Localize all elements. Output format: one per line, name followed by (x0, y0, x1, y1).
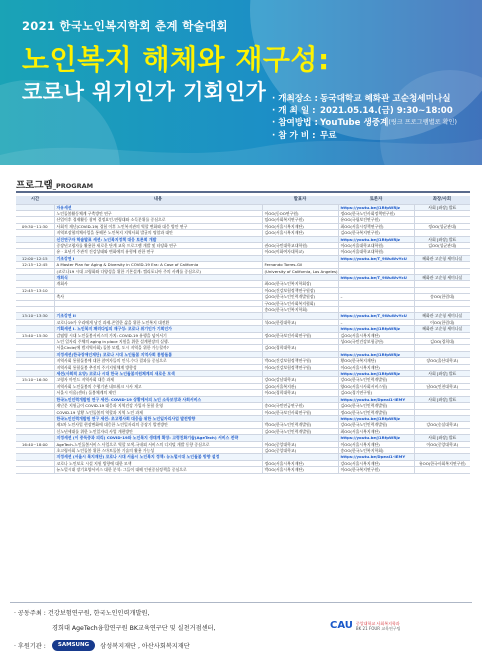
main-title: 노인복지 해체와 재구성: (22, 43, 330, 76)
cell-content: 서울Circle(에 범지역사회) 돌봄 모델, 도시 지역을 위한 가능할까? (54, 345, 262, 351)
cell-content: 지역사회 통합돌봄에 대한 참여자들의 인식-수다 결과를 중심으로 (54, 358, 262, 364)
cell-content: 뉴노멀시대 장기요양서비스 대한 분석: 그들이 대해 인권중심정책을 중심으로 (54, 467, 262, 473)
cell-content: 한국노인인력개발원 연구 세션: COVID-19 상황에서의 노인 소득보장과 사회서비스 (54, 396, 262, 402)
cell-content: 지정세션 (이 중독중과 의리) COVID-19와 노인복지 생태계 확장: 고령친화기술(AgeTech) 서비스 전략 (54, 435, 262, 441)
cell-content: 서울시 이음(센터) 돌봄체계의 제언 (54, 390, 262, 396)
cell-discussant: – (338, 319, 414, 325)
cell-presenter: 김OO(서울시복지재단) (262, 230, 338, 236)
cell-time: 13:40~15:30 (16, 332, 54, 338)
cell-content: 기조강연 I (54, 255, 262, 261)
cell-moderator: 송OO(한림대) (414, 294, 470, 300)
cell-time: 15:10~16:30 (16, 377, 54, 383)
cell-moderator: 정OO(성균관대) (414, 223, 470, 229)
cell-moderator: 사회 [좌장] 발표 (414, 204, 470, 210)
cell-moderator: 장OO(울산대학교) (414, 358, 470, 364)
schedule-body (16, 204, 470, 473)
cell-discussant: 강OO(한국노인인력개발원) (338, 422, 414, 428)
cell-content: 세션(사회적 요양) 코로나 시대 한국 노인돌봄지원체계의 새로운 모색 (54, 371, 262, 377)
cell-presenter: 정OO(서울시복지재단) (262, 460, 338, 466)
cell-discussant: 김OO(경기연구원) (338, 390, 414, 396)
info-key: · 개최장소 : (272, 94, 318, 104)
cell-time: 12:45~13:10 (16, 287, 54, 293)
sub-title: 코로나 위기인가 기회인가 (22, 80, 267, 104)
cell-content: 중장년고령자를 활용한 새로운 단계 교육 프로그램 개발 및 타당화 연구 (54, 242, 262, 248)
cell-presenter: 김OO(중앙대학교) (262, 447, 338, 453)
cell-time: 13:10~13:30 (16, 313, 54, 319)
host-value: 건강보험연구원, 한국노인인력개발원, (47, 610, 150, 617)
cell-moderator: 사회 [좌장] 발표 (414, 396, 470, 402)
cell-presenter: (University of California, Los Angeles) (262, 268, 338, 274)
host-line-2: 경희대 AgeTech융합연구원 BK교육연구단 및 실천거점센터, (52, 625, 216, 632)
cau-team: BK 21 FOUR 교육연구팀 (355, 625, 401, 631)
cell-time (16, 467, 54, 473)
cell-moderator: 남OO(인천대학교) (414, 383, 470, 389)
program-section (0, 165, 482, 600)
event-info (272, 93, 480, 142)
cell-content: 노인 일자리 주체의 aging in place 지원을 위한 설계현장의 실행- (54, 339, 262, 345)
cell-moderator: 김OO(성균관대) (414, 242, 470, 248)
cell-presenter: 최OO(한국노인복지학회장) (262, 281, 338, 287)
cell-discussant: 황OO(한국복지재단) (338, 358, 414, 364)
cell-time: 12:00~12:15 (16, 255, 54, 261)
cell-presenter: 송OO(국민연금연구원) (262, 403, 338, 409)
info-row-date (272, 105, 480, 117)
cell-moderator: 강OO(숭실대학교) (414, 422, 470, 428)
cell-presenter: 이OO(한국보건사회연구원) (262, 409, 338, 415)
cell-discussant: 이OO(서울대학교대학원) (338, 249, 414, 255)
info-row-method (272, 117, 480, 129)
info-value: 무료 (320, 130, 337, 141)
cell-presenter: 박OO(서울시복지재단) (262, 467, 338, 473)
cell-content: 감염병 시대 노인돌봄서비스의 가치: COVID-19 유행을 넘어서기 (54, 332, 262, 338)
column-header-presenter: 발표자 (262, 196, 338, 204)
cell-discussant: 이OO(서울대학교대학원) (338, 242, 414, 248)
cell-discussant: 김OO(한국노인인력개발원) (338, 403, 414, 409)
cell-moderator: 혜화관 고순청 세미나실 (414, 326, 470, 332)
column-header-content: 내용 (54, 196, 262, 204)
cell-content: 노인돌봄활동체계 구축방안 연구 (54, 210, 262, 216)
cell-presenter: 김OO(한국노인인력개발원) (262, 428, 338, 434)
cell-content: 축사 (54, 294, 262, 300)
cell-moderator (414, 467, 470, 473)
cell-discussant: 이OO(서울시복지재단) (338, 364, 414, 370)
cell-discussant: 최OO(서울시정책연구원) (338, 223, 414, 229)
cell-presenter: 정OO(한국보건사회연구원) (262, 332, 338, 338)
table-header-row (16, 196, 470, 204)
info-row-venue (272, 93, 480, 105)
cell-presenter: 이OO(서울시복지재단) (262, 223, 338, 229)
cell-discussant: 강OO(한국노인인력개발원) (338, 377, 414, 383)
cell-presenter: 이OO(이화여자대학교) (262, 249, 338, 255)
cau-logo-mark: CAU (330, 620, 353, 631)
cell-presenter: 이OO(건강보험정책연구원) (262, 364, 338, 370)
cell-moderator: 이OO(한림대) (414, 319, 470, 325)
youtube-link[interactable]: https://youtu.be/J1RfpWRjz (338, 351, 414, 357)
conference-name: 2021 한국노인복지학회 춘계 학술대회 (22, 19, 228, 33)
cell-content: 제3차 노인사업 현장변화에 대응한 노인일자리의 중장기 발전방안 (54, 422, 262, 428)
info-row-fee (272, 130, 480, 142)
cell-content: 기획세션 I. 노인복지 패러다임의 재구성: 코로나 위기인가 기회인가 (54, 326, 262, 332)
cell-presenter: Fernando Torres-Gil (262, 262, 338, 268)
cell-content: 신노년세대를 위한 노인일자리 사업 개편방안 (54, 428, 262, 434)
cau-logo-text (356, 621, 401, 631)
cell-moderator: 사회 [좌장] 발표 (414, 371, 470, 377)
cell-content: 사회적 재난(COVID-19) 경험 이후 노인복지관의 역할 변화와 대응 방안 연구 (54, 223, 262, 229)
cell-content: 지역보장협의체사업을 통해본 노인복지 지역사회 발굴의 명암과 대안 (54, 230, 262, 236)
cell-presenter: 이OO(동OO연구원) (262, 210, 338, 216)
cell-moderator: 혜화관 고순청 세미나실 (414, 274, 470, 280)
cell-discussant: 유OO(국립보건연구원) (338, 217, 414, 223)
samsung-logo: SAMSUNG (52, 640, 95, 651)
info-value: 2021.05.14.(금) 9:30~18:00 (320, 106, 453, 117)
cell-content: 재난문 지원금이 COVID-19 대응과 지역건강 가입자 통합 운영 (54, 403, 262, 409)
info-value: 동국대학교 혜화관 고순청세미나실 (320, 94, 451, 104)
column-header-discussant: 토론자 (338, 196, 414, 204)
divider (10, 602, 472, 603)
schedule-table (16, 196, 470, 474)
cell-presenter: 구OO(한국노인사회복지협회) (262, 300, 338, 306)
cell-presenter: 이OO(건강보험정책연구원장) (262, 287, 338, 293)
cell-discussant: 김OO(서울시복지재단) (338, 332, 414, 338)
cell-discussant: 양OO(서울시사회서비스원) (338, 383, 414, 389)
cell-discussant: 정OO(한국노인사회정책연구원) (338, 210, 414, 216)
cell-discussant: 최OO(서울시복지재단) (338, 428, 414, 434)
cell-presenter: 권OO(국민대학교대학원) (262, 242, 338, 248)
cell-presenter: 박OO(한국노인인력개발원) (262, 422, 338, 428)
cell-discussant: 송OO(한국노인복지학회) (338, 447, 414, 453)
cell-moderator: 유OO(한국사회복지연구원) (414, 460, 470, 466)
youtube-link[interactable]: https://youtu.be/J1RfpWRjz (338, 371, 414, 377)
cell-time: 16:40~18:00 (16, 441, 54, 447)
info-note: (링크 프로그램별로 확인) (388, 119, 457, 127)
cell-content: 유 · 요년기 주관적 건강상태와 변화에의 유형에 관한 연구 (54, 249, 262, 255)
cell-discussant: 이OO(한국복지연구원) (338, 467, 414, 473)
cell-content: 신진연구자 학술발표 세션: 노인복지정책 대응 토론회 개발 (54, 236, 262, 242)
header-banner (0, 0, 482, 165)
footer (0, 600, 482, 660)
cell-discussant: 김OO(한국복지연구원) (338, 230, 414, 236)
cell-presenter: 이OO(중앙대학교) (262, 441, 338, 447)
info-value: YouTube 생중계 (320, 118, 389, 129)
cau-dept: 중앙대학교 사회복지학과 (355, 620, 400, 626)
cell-content: 자유세션 (54, 204, 262, 210)
cell-content: 코로나 노인보호 시설 지원 방향에 대한 모색 (54, 460, 262, 466)
column-header-time: 시간 (16, 196, 54, 204)
youtube-link[interactable]: https://youtu.be/Dpeal1-IEMY (338, 454, 414, 460)
youtube-link[interactable]: https://youtu.be/J1RfpWRjz (338, 236, 414, 242)
cell-content: COVID-19 상황 노인돌봄의 역할과 지역 노인 과제 (54, 409, 262, 415)
cell-content: 초고령사회 노인돌봄 위한 스마트돌봄 기술의 활용 가능성 (54, 447, 262, 453)
table-row (16, 467, 470, 473)
cell-presenter: 김OO(서울복지관) (262, 383, 338, 389)
cell-discussant: – (338, 294, 414, 300)
cell-presenter: 이OO(경희대학교) (262, 390, 338, 396)
sponsor-value: 삼성복지재단 , 아산사회복지재단 (100, 643, 190, 650)
cell-moderator: 사회 [좌장] 발표 (414, 236, 470, 242)
youtube-link[interactable]: https://youtu.be/J1RfpWRjz (338, 326, 414, 332)
cell-content: A Master Plan for Aging & Diversity in COVID-19 Era: A Case of California (54, 262, 262, 268)
cell-presenter: 석OO(한림대학교) (262, 319, 338, 325)
cell-discussant: 성OO(국민건강보험공단) (338, 339, 414, 345)
sponsor-label: · 후원기관 : (14, 643, 46, 650)
cell-content: 한국노인인력개발원 연구 세션: 초고령사회 대응을 위한 노인일자리사업 발전방향 (54, 415, 262, 421)
cell-content: 지정세션(한국장애인재단) 코로나 시대 노인돌봄 지역사회 통합돌봄 (54, 351, 262, 357)
info-key: · 참여방법 : (272, 118, 318, 129)
program-title (16, 177, 93, 191)
host-label: · 공동주최 : (14, 610, 46, 617)
cell-content: 지역사회 통합돌봄 추진의 주거지원체계 방향성 (54, 364, 262, 370)
cell-time: 12:15~12:45 (16, 262, 54, 268)
cell-moderator: 혜화관 고순청 세미나실 (414, 255, 470, 261)
host-line (14, 608, 149, 617)
cell-content: 개회사 (54, 281, 262, 287)
youtube-link[interactable]: https://youtu.be/T_9WuWvYcU (338, 255, 414, 261)
sponsor-line (14, 640, 190, 651)
cell-presenter: 박OO(건강보험정책연구원) (262, 358, 338, 364)
cell-content: 코로나19가 우리에게 남긴 과제-존엄한 삶을 위한 노인복지 대전환 (54, 319, 262, 325)
cell-presenter: 김OO(경희대학교) (262, 345, 338, 351)
info-key: · 참 가 비 : (272, 130, 316, 141)
cell-discussant: 강OO(서울시복지재단) (338, 460, 414, 466)
cell-moderator: 이OO(중앙대학교) (414, 441, 470, 447)
cell-content: 지정세션 (서울시 복지재단) 코로나 시대 서울시 노인복지 정책: 뉴노멀시대 노인돌봄 방향 설정 (54, 454, 262, 460)
youtube-link[interactable]: https://youtu.be/T_9WuWvYcU (338, 313, 414, 319)
cell-content: 고령자 마인드 지역사회 대응 과제 (54, 377, 262, 383)
program-title-sub: _PROGRAM (52, 182, 94, 190)
cell-content: 기조강연 II (54, 313, 262, 319)
youtube-link[interactable]: https://youtu.be/J1RfpWRjz (338, 415, 414, 421)
cell-presenter: 임OO(사회복지연구원) (262, 217, 338, 223)
cell-time: 09:30~11:30 (16, 223, 54, 229)
divider (16, 191, 470, 193)
cell-discussant: 이OO(서울시복지재단) (338, 441, 414, 447)
cell-presenter: 송OO(한국노인복지학회) (262, 307, 338, 313)
cell-content: AgeTech-노인돌봄서비스 사업으로 역할 모색-국내외 서비스의 디지털 개발 동향 중심으로 (54, 441, 262, 447)
youtube-link[interactable]: https://youtu.be/Dpeal1-IEMY (338, 396, 414, 402)
cau-logo (330, 620, 401, 631)
info-key: · 개 최 일 : (272, 106, 316, 117)
youtube-link[interactable]: https://youtu.be/J1RfpWRjz (338, 435, 414, 441)
cell-content: 지역사회 노인돌봄의 수행기관 네트워크 시사 제고 (54, 383, 262, 389)
youtube-link[interactable]: https://youtu.be/J1RfpWRjz (338, 204, 414, 210)
cell-content: 산업이후 경제활동 참여 결정요인-연령대와 소득분위를 중심으로 (54, 217, 262, 223)
cell-presenter: 김OO(한국노인인력개발원장) (262, 294, 338, 300)
cell-content: (코로나19 시대 고령화와 다양성을 위한 기본설계: 캘리포니아 주의 사례를 중심으로) (54, 268, 262, 274)
column-header-moderator: 좌장/사회 (414, 196, 470, 204)
cell-discussant: 정OO(한국노인인력개발원) (338, 409, 414, 415)
cell-presenter: 강OO(강남대학교) (262, 377, 338, 383)
cell-moderator: 김OO(경희대) (414, 339, 470, 345)
cell-moderator: 사회 [좌장] 발표 (414, 435, 470, 441)
youtube-link[interactable]: https://youtu.be/T_9WuWvYcU (338, 274, 414, 280)
cell-content: 개회식 (54, 274, 262, 280)
program-title-text: 프로그램 (16, 180, 53, 191)
cell-moderator: 혜화관 고순청 세미나실 (414, 313, 470, 319)
